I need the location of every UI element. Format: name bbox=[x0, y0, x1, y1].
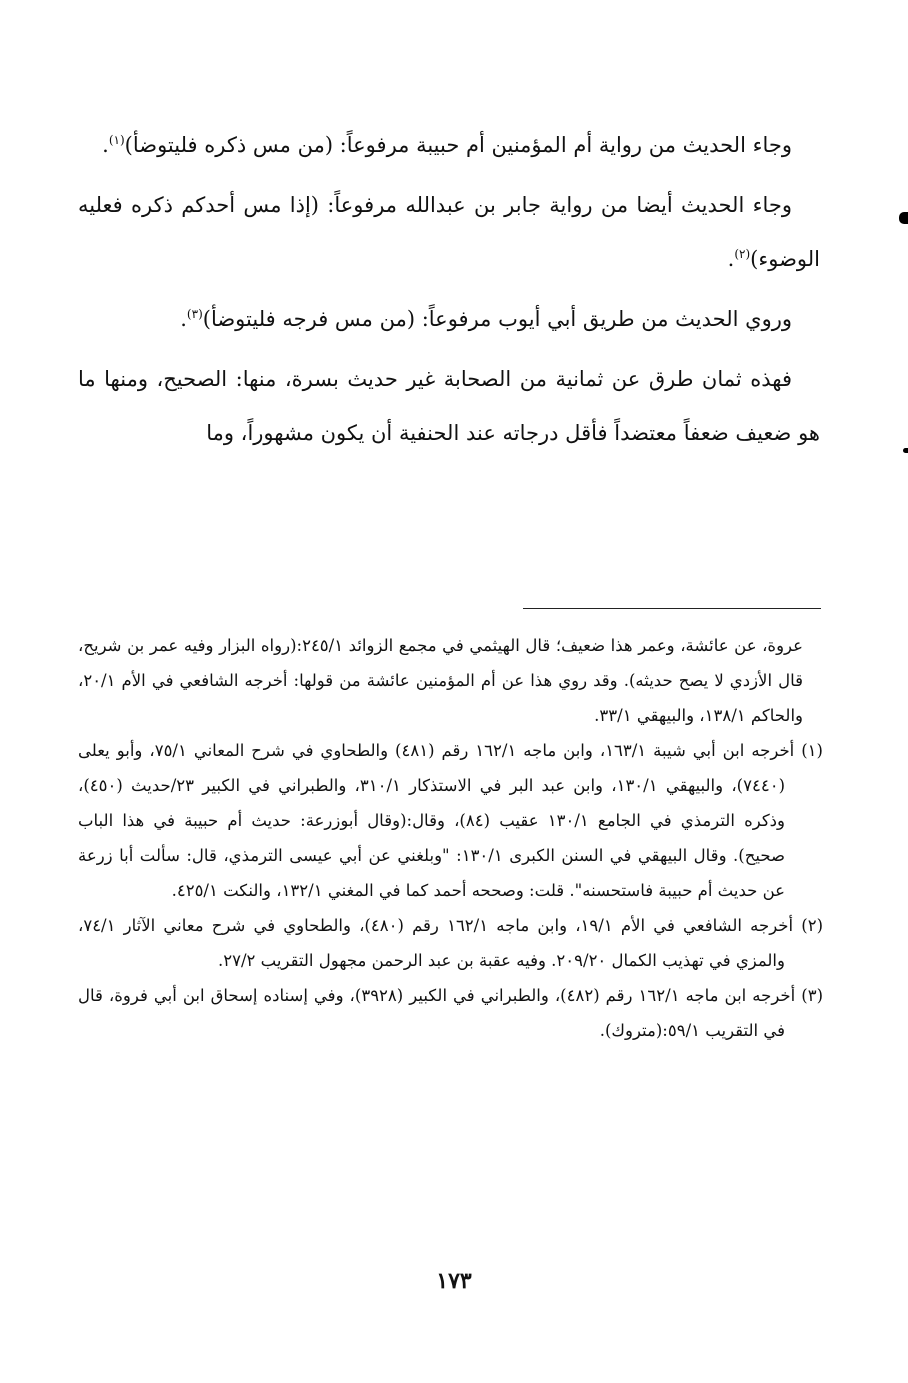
paragraph-conclusion bbox=[78, 352, 820, 460]
footnote-3 bbox=[78, 978, 823, 1048]
footnote-continuation: عروة، عن عائشة، وعمر هذا ضعيف؛ قال الهيثمي في مجمع الزوائد ٢٤٥/١:(رواه البزار وفيه عمر بن شريح، قال الأزدي لا يصح حديثه). وقد روي هذا عن أم المؤمنين عائشة من قولها: أخرجه الشافعي في الأم ٢٠/١، والحاكم ١٣٨/١، والبيهقي ٣٣/١. bbox=[78, 636, 803, 725]
period: . bbox=[180, 307, 187, 331]
main-text bbox=[78, 118, 820, 466]
paragraph-jabir bbox=[78, 178, 820, 286]
paragraph-text: وجاء الحديث أيضا من رواية جابر بن عبدالله مرفوعاً: (إذا مس أحدكم ذكره فعليه الوضوء) bbox=[78, 193, 820, 271]
scan-edge-mark bbox=[903, 448, 908, 453]
footnote-ref-3: (٣) bbox=[186, 307, 203, 321]
footnote-separator bbox=[523, 608, 821, 609]
scan-edge-mark bbox=[899, 212, 908, 224]
footnote-1 bbox=[78, 733, 823, 908]
footnote-ref-1: (١) bbox=[108, 133, 125, 147]
period: . bbox=[102, 133, 109, 157]
footnotes bbox=[78, 628, 823, 1048]
paragraph-text: وروي الحديث من طريق أبي أيوب مرفوعاً: (من مس فرجه فليتوضأ) bbox=[202, 307, 792, 331]
footnote-text: أخرجه الشافعي في الأم ١٩/١، وابن ماجه ١٦٢/١ رقم (٤٨٠)، والطحاوي في شرح معاني الآثار ٧٤/١، والمزي في تهذيب الكمال ٢٠٩/٢٠. وفيه عقبة بن عبد الرحمن مجهول التقريب ٢٧/٢. bbox=[78, 916, 794, 970]
page-number: ١٧٣ bbox=[436, 1268, 472, 1294]
footnote-text: أخرجه ابن ماجه ١٦٢/١ رقم (٤٨٢)، والطبراني في الكبير (٣٩٢٨)، وفي إسناده إسحاق ابن أبي فروة، قال في التقريب ٥٩/١:(متروك). bbox=[78, 986, 796, 1040]
paragraph-text: وجاء الحديث من رواية أم المؤمنين أم حبيبة مرفوعاً: (من مس ذكره فليتوضأ) bbox=[124, 133, 792, 157]
footnote-number: (١) bbox=[801, 741, 823, 760]
footnote-number: (٢) bbox=[801, 916, 823, 935]
footnote-ref-2: (٢) bbox=[734, 247, 751, 261]
paragraph-text: فهذه ثمان طرق عن ثمانية من الصحابة غير حديث بسرة، منها: الصحيح، ومنها ما هو ضعيف ضعفاً معتضداً فأقل درجاته عند الحنفية أن يكون مشهوراً، وما bbox=[78, 367, 820, 445]
paragraph-umm-habiba bbox=[78, 118, 820, 172]
footnote-text: أخرجه ابن أبي شيبة ١٦٣/١، وابن ماجه ١٦٢/١ رقم (٤٨١) والطحاوي في شرح المعاني ٧٥/١، وأبو يعلى (٧٤٤٠)، والبيهقي ١٣٠/١، وابن عبد البر في الاستذكار ٣١٠/١، والطبراني في الكبير ٢٣/حديث (٤٥٠)، وذكره الترمذي في الجامع ١٣٠/١ عقيب (٨٤)، وقال:(وقال أبوزرعة: حديث أم حبيبة في هذا الباب صحيح). وقال البيهقي في السنن الكبرى ١٣٠/١: "وبلغني عن أبي عيسى الترمذي، قال: سألت أبا زرعة عن حديث أم حبيبة فاستحسنه". قلت: وصححه أحمد كما في المغني ١٣٢/١، والنكت ٤٢٥/١. bbox=[78, 741, 795, 900]
footnote-2 bbox=[78, 908, 823, 978]
period: . bbox=[727, 247, 735, 271]
footnote-number: (٣) bbox=[801, 986, 823, 1005]
paragraph-abu-ayyub bbox=[78, 292, 820, 346]
